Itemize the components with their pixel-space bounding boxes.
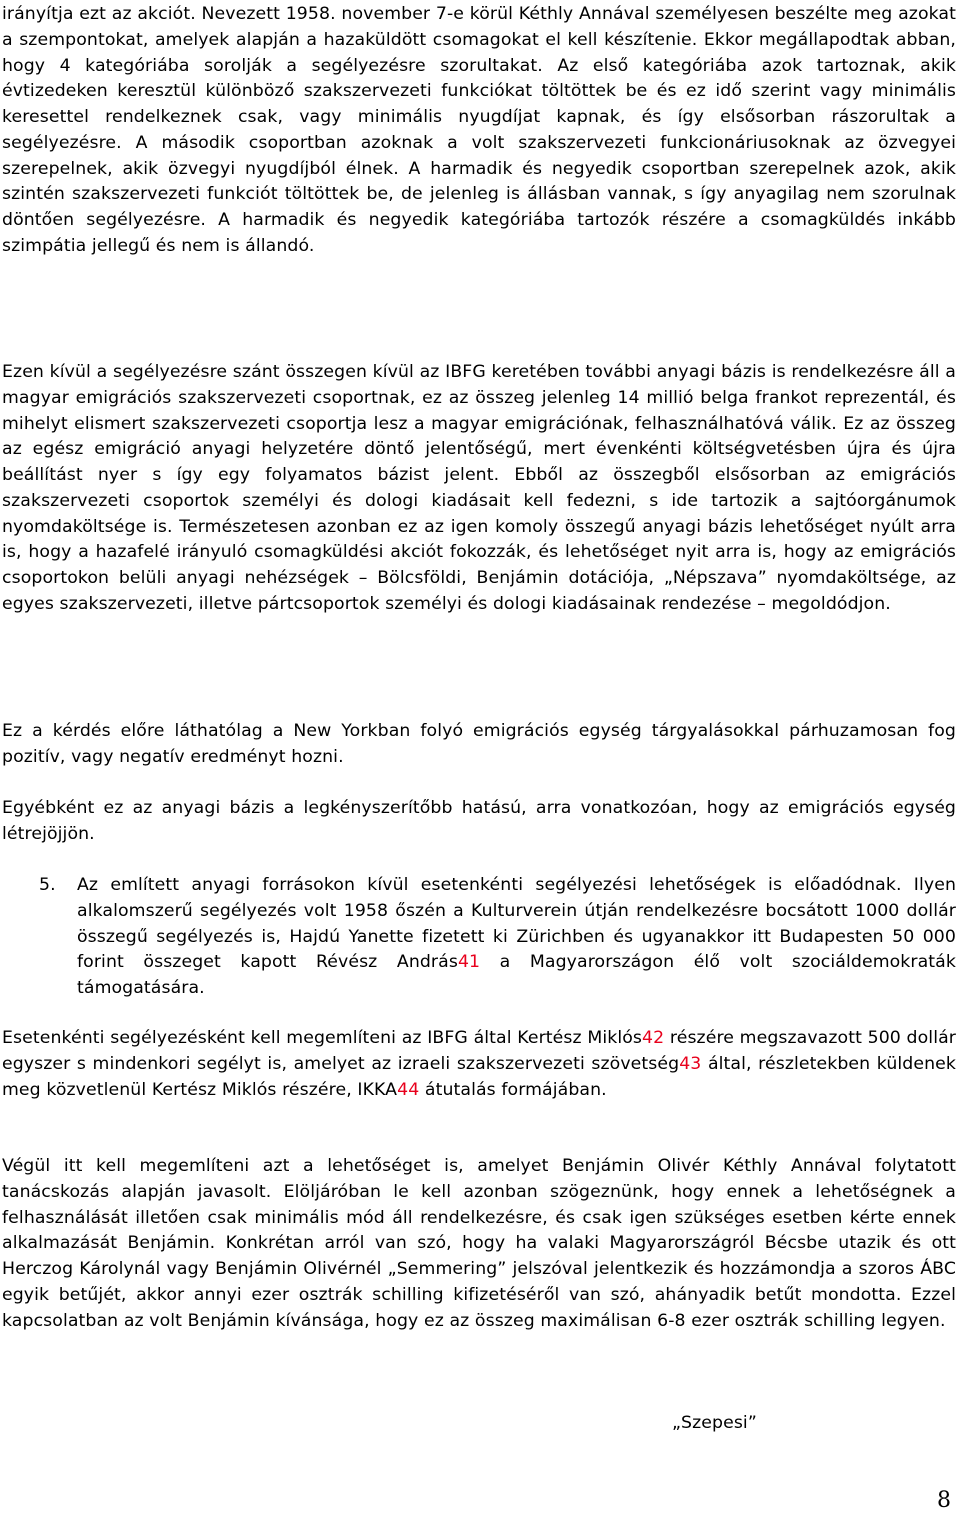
text-segment: Esetenkénti segélyezésként kell megemlíteni az IBFG által Kertész Miklós: [2, 1028, 643, 1048]
footnote-ref-44[interactable]: 44: [397, 1079, 420, 1100]
text-segment: részére megszavazott 500 dollár egyszer s mindenkori segélyt is, amelyet az izraeli szakszervezeti szövetség: [2, 1028, 956, 1074]
paragraph-new-york: [2, 719, 956, 771]
item-text: [2, 873, 956, 1002]
paragraph-text: Végül itt kell megemlíteni azt a lehetőséget is, amelyet Benjámin Olivér Kéthly Annával folytatott tanácskozás alapján javasolt. Elöljáróban le kell azonban szögeznünk, hogy ennek a lehetőségnek a felhasználását illetően csak minimális mód áll rendelkezésre, és csak igen szükséges esetben kérte ennek alkalmazását Benjámin. Konkrétan arról van szó, hogy ha valaki Magyarországról Bécsbe utazik és ott Herczog Károlynál vagy Benjámin Olivérnél „Semmering” jelszóval jelentkezik és hozzámondja a szoros ÁBC egyik betűjét, akkor annyi ezer osztrák schilling kifizetéséről van szó, ahányadik betűt mondotta. Ezzel kapcsolatban az volt Benjámin kívánsága, hogy ez az összeg maximálisan 6-8 ezer osztrák schilling legyen.: [2, 1156, 956, 1331]
page-number: 8: [937, 1488, 952, 1513]
signature: „Szepesi”: [672, 1413, 757, 1433]
paragraph-ibfg-basis: [2, 360, 956, 618]
paragraph-text: Egyébként ez az anyagi bázis a legkényszerítőbb hatású, arra vonatkozóan, hogy az emigrációs egység létrejöjjön.: [2, 798, 956, 844]
item-text-main: Az említett anyagi forrásokon kívül esetenkénti segélyezési lehetőségek is előadódnak. Ilyen alkalomszerű segélyezés volt 1958 őszén a Kulturverein útján rendelkezésre bocsátott 1000 dollár összegű segélyezés is, Hajdú Yanette fizetett ki Zürichben és ugyanakkor itt Budapesten 50 000 forint összeget kapott Révész András: [77, 875, 956, 973]
paragraph-categories: [2, 2, 956, 260]
item-number: 5.: [39, 875, 56, 895]
paragraph-text: [2, 1026, 956, 1103]
paragraph-unity: [2, 796, 956, 848]
footnote-ref-42[interactable]: 42: [642, 1028, 665, 1048]
paragraph-text: Ez a kérdés előre láthatólag a New Yorkban folyó emigrációs egység tárgyalásokkal párhuzamosan fog pozitív, vagy negatív eredményt hozni.: [2, 721, 956, 767]
numbered-item-5: [2, 873, 956, 1002]
footnote-ref-43[interactable]: 43: [679, 1053, 702, 1074]
paragraph-semmering: [2, 1154, 956, 1334]
footnote-ref-41[interactable]: 41: [457, 952, 481, 973]
item-text-tail: a Magyarországon élő volt szociáldemokraták támogatására.: [77, 952, 956, 998]
paragraph-case-aid: [2, 1026, 956, 1103]
paragraph-text: Ezen kívül a segélyezésre szánt összegen kívül az IBFG keretében további anyagi bázis is rendelkezésre áll a magyar emigrációs szakszervezeti csoportnak, ez az összeg jelenleg 14 millió belga frankot reprezentál, és mihelyt elismert szakszervezeti csoportja lesz a magyar emigrációnak, felhasználhatóvá válik. Ez az összeg az egész emigráció anyagi helyzetére döntő jelentőségű, mert évenkénti költségvetésben újra és újra beállítást nyer s így egy folyamatos bázist jelent. Ebből az összegből elsősorban az emigrációs szakszervezeti csoportok személyi és dologi kiadásait kell fedezni, s ide tartozik a sajtóorgánumok nyomdaköltsége is. Természetesen azonban ez az igen komoly összegű anyagi bázis lehetőséget nyúlt arra is, hogy a hazafelé irányuló csomagküldési akciót fokozzák, és lehetőséget nyit arra is, hogy az emigrációs csoportokon belüli anyagi nehézségek – Bölcsföldi, Benjámin dotációja, „Népszava” nyomdaköltsége, az egyes szakszervezeti, illetve pártcsoportok személyi és dologi kiadásainak rendezése – megoldódjon.: [2, 362, 956, 614]
text-segment: átutalás formájában.: [419, 1079, 607, 1100]
text-segment: által, részletekben küldenek meg közvetlenül Kertész Miklós részére, IKKA: [2, 1053, 956, 1100]
paragraph-text: irányítja ezt az akciót. Nevezett 1958. november 7-e körül Kéthly Annával személyesen beszélte meg azokat a szempontokat, amelyek alapján a hazaküldött csomagokat el kell készítenie. Ekkor megállapodtak abban, hogy 4 kategóriába sorolják a segélyezésre szorultakat. Az első kategóriába azok tartoznak, akik évtizedeken keresztül különböző szakszervezeti funkciókat töltöttek be és ez idő szerint vagy minimális keresettel rendelkeznek csak, vagy minimális nyugdíjat kapnak, és így elsősorban rászorultak a segélyezésre. A második csoportban azoknak a volt szakszervezeti funkcionáriusoknak az özvegyei szerepelnek, akik özvegyi nyugdíjból élnek. A harmadik és negyedik csoportban szerepelnek azok, akik szintén szakszervezeti funkciót töltöttek be, de jelenleg is állásban vannak, s így anyagilag nem szorulnak döntően segélyezésre. A harmadik és negyedik kategóriába tartozók részére a csomagküldés inkább szimpátia jellegű és nem is állandó.: [2, 4, 956, 256]
